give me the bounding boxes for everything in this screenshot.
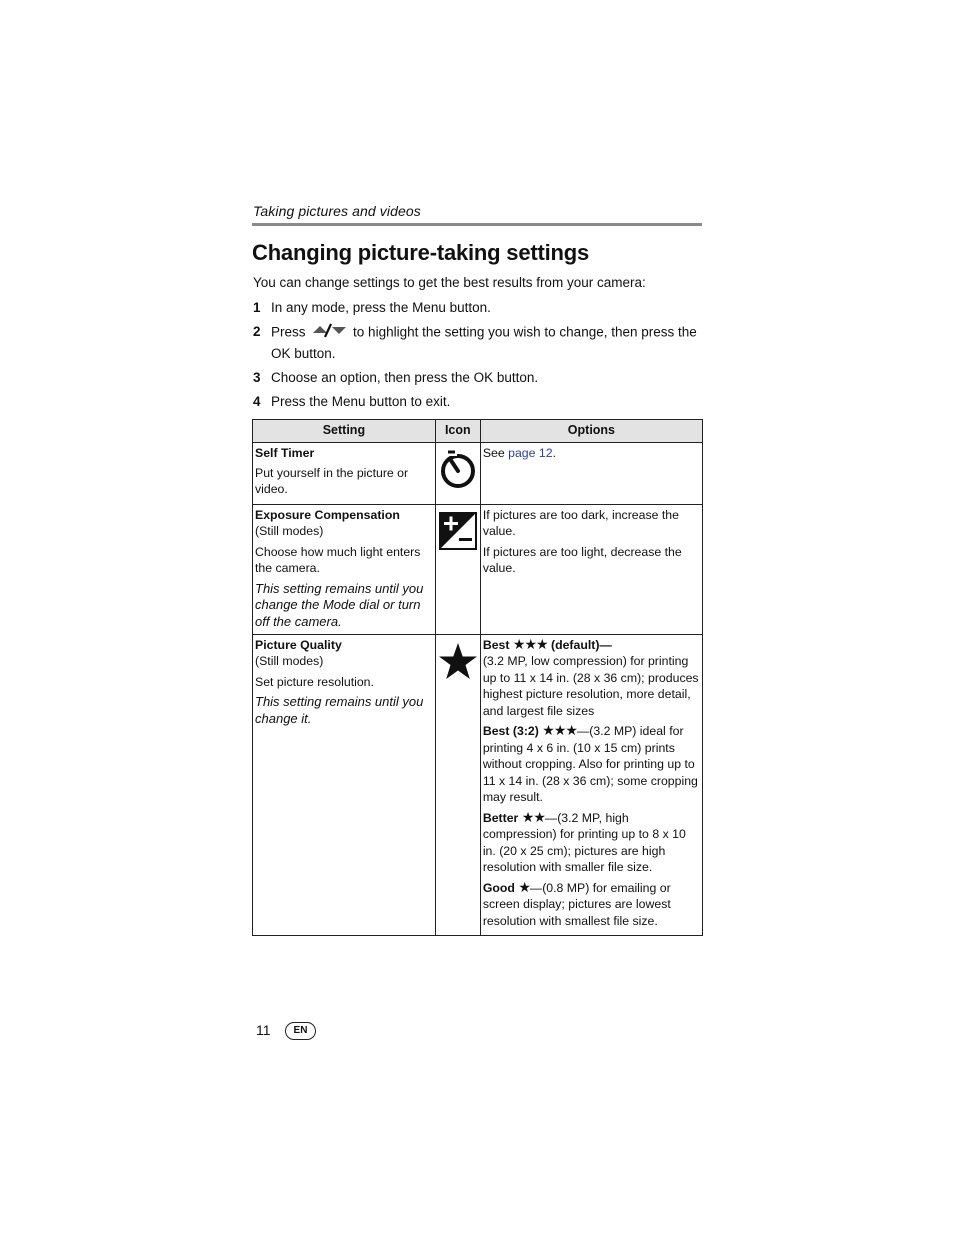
step-1 (253, 298, 703, 318)
step-3 (253, 368, 703, 388)
step-number: 3 (253, 370, 261, 385)
three-stars-icon: ★★★ (542, 722, 577, 738)
option-better (483, 810, 700, 876)
two-stars-icon: ★★ (521, 808, 545, 825)
step-text: In any mode, press the Menu button. (271, 300, 491, 315)
option-light: If pictures are too light, decrease the value. (482, 544, 682, 575)
settings-table (252, 419, 703, 936)
step-number: 1 (253, 300, 261, 315)
step-number: 2 (253, 324, 261, 339)
table-row (253, 443, 703, 505)
setting-name: Self Timer (255, 446, 315, 460)
options-text: See (482, 446, 509, 460)
section-header: Taking pictures and videos (253, 203, 421, 219)
option-label: Best (3:2) (482, 724, 539, 738)
step-number: 4 (253, 394, 261, 409)
setting-name: Exposure Compensation (255, 507, 400, 522)
three-stars-icon: ★★★ (512, 635, 548, 652)
setting-description: Put yourself in the picture or video. (255, 465, 409, 496)
option-text: (3.2 MP, low compression) for printing up to 11 x 14 in. (28 x 36 cm); produces highest picture resolution, more detail, and largest file sizes (482, 654, 699, 718)
star-icon (438, 670, 478, 684)
language-badge: EN (285, 1022, 316, 1040)
option-label: Better (482, 810, 519, 825)
option-text: —(0.8 MP) for emailing or screen display; pictures are lowest resolution with smallest file size. (482, 880, 671, 928)
step-2 (253, 322, 703, 364)
setting-description: Choose how much light enters the camera. (255, 544, 421, 575)
steps-list (253, 298, 703, 416)
table-row (253, 504, 703, 634)
option-default: (default)— (550, 637, 612, 652)
option-best (483, 637, 700, 720)
header-divider (252, 223, 702, 226)
page-title: Changing picture-taking settings (252, 240, 590, 265)
setting-note: This setting remains until you change the Mode dial or turn off the camera. (255, 580, 424, 629)
setting-cell (253, 504, 436, 634)
options-text-end: . (552, 446, 556, 460)
icon-cell (435, 443, 480, 505)
options-cell (480, 504, 702, 634)
page-number: 11 (256, 1022, 271, 1038)
up-down-arrows-icon (311, 322, 347, 344)
table-row (253, 634, 703, 936)
icon-cell (435, 504, 480, 634)
icon-cell (435, 634, 480, 936)
step-text-post: to highlight the setting you wish to change, then press the OK button. (271, 324, 697, 361)
intro-text: You can change settings to get the best results from your camera: (253, 275, 646, 290)
one-star-icon: ★ (518, 878, 530, 895)
options-cell (480, 634, 702, 936)
column-header-icon: Icon (435, 420, 480, 443)
setting-description: Set picture resolution. (255, 674, 374, 689)
option-best-3-2 (483, 723, 700, 806)
step-4 (253, 392, 703, 412)
exposure-compensation-icon (438, 540, 478, 554)
column-header-options: Options (480, 420, 702, 443)
table-header-row (253, 420, 703, 443)
step-text: Press the Menu button to exit. (271, 394, 451, 409)
setting-cell (253, 443, 436, 505)
self-timer-icon (438, 478, 478, 492)
option-text: —(3.2 MP) ideal for printing 4 x 6 in. (10 x 15 cm) prints without cropping. Also for printing up to 11 x 14 in. (28 x 36 cm); some cropping may result. (482, 724, 698, 804)
setting-modes: (Still modes) (255, 524, 324, 538)
option-label: Good (482, 880, 515, 895)
option-label: Best (482, 637, 510, 652)
setting-cell (253, 634, 436, 936)
option-text: —(3.2 MP, high compression) for printing up to 8 x 10 in. (20 x 25 cm); pictures are high resolution with smaller file size. (482, 810, 686, 874)
option-good (483, 880, 700, 930)
setting-modes: (Still modes) (255, 654, 324, 668)
step-text: Choose an option, then press the OK button. (271, 370, 539, 385)
setting-note: This setting remains until you change it. (255, 694, 424, 726)
option-dark: If pictures are too dark, increase the value. (482, 507, 679, 538)
options-cell (480, 443, 702, 505)
column-header-setting: Setting (253, 420, 436, 443)
page-link[interactable]: page 12 (508, 446, 553, 460)
setting-name: Picture Quality (255, 637, 342, 652)
step-text-pre: Press (271, 324, 306, 340)
